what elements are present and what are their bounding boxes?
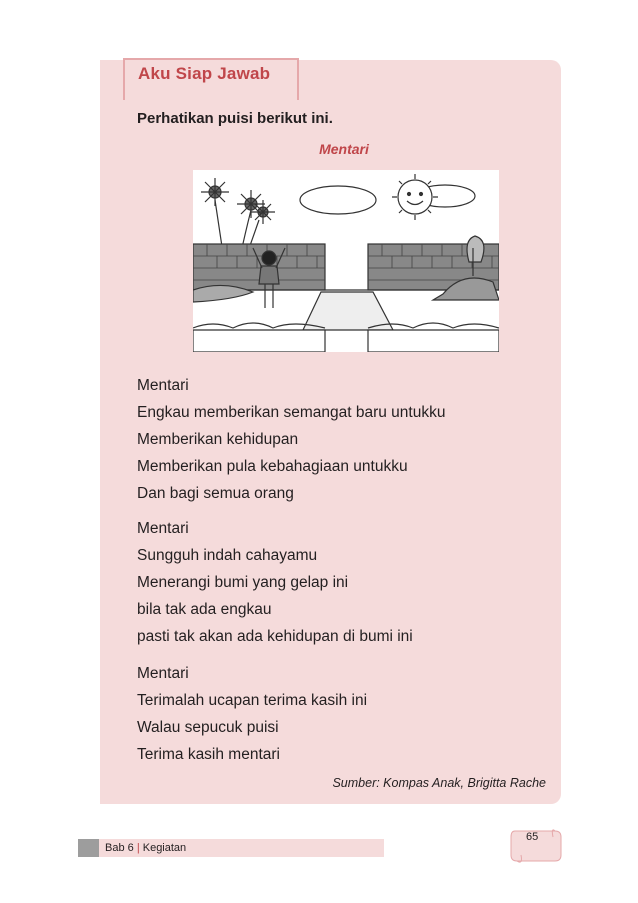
poem-line: Terimalah ucapan terima kasih ini <box>137 692 368 709</box>
poem-stanza <box>137 515 413 650</box>
poem-stanza <box>137 372 445 507</box>
chapter-title: Kegiatan <box>142 842 187 854</box>
sun-icon <box>300 174 475 220</box>
poem-line: Mentari <box>137 665 189 682</box>
poem-line: Mentari <box>137 377 189 394</box>
footer-separator: | <box>136 842 140 854</box>
poem-line: Terima kasih mentari <box>137 746 280 763</box>
poem-stanza <box>137 660 367 768</box>
section-title: Aku Siap Jawab <box>138 64 271 83</box>
poem-line: Menerangi bumi yang gelap ini <box>137 574 349 591</box>
page-number: 65 <box>526 831 539 843</box>
footer-marker <box>78 839 99 857</box>
poem-line: Memberikan pula kebahagiaan untukku <box>137 458 408 475</box>
poem-line: pasti tak akan ada kehidupan di bumi ini <box>137 628 413 645</box>
footer-chapter <box>105 842 186 854</box>
poem-illustration <box>193 170 499 352</box>
instruction-text: Perhatikan puisi berikut ini. <box>137 110 333 127</box>
poem-line: Walau sepucuk puisi <box>137 719 279 736</box>
poem-line: bila tak ada engkau <box>137 601 272 618</box>
poem-line: Engkau memberikan semangat baru untukku <box>137 404 446 421</box>
brick-wall-icon <box>193 244 499 290</box>
poem-line: Dan bagi semua orang <box>137 485 294 502</box>
poem-title: Mentari <box>319 141 369 157</box>
poem-source: Sumber: Kompas Anak, Brigitta Rache <box>332 776 546 790</box>
poem-line: Memberikan kehidupan <box>137 431 299 448</box>
chapter-number: Bab 6 <box>105 842 134 854</box>
poem-line: Mentari <box>137 520 189 537</box>
poem-line: Sungguh indah cahayamu <box>137 547 318 564</box>
